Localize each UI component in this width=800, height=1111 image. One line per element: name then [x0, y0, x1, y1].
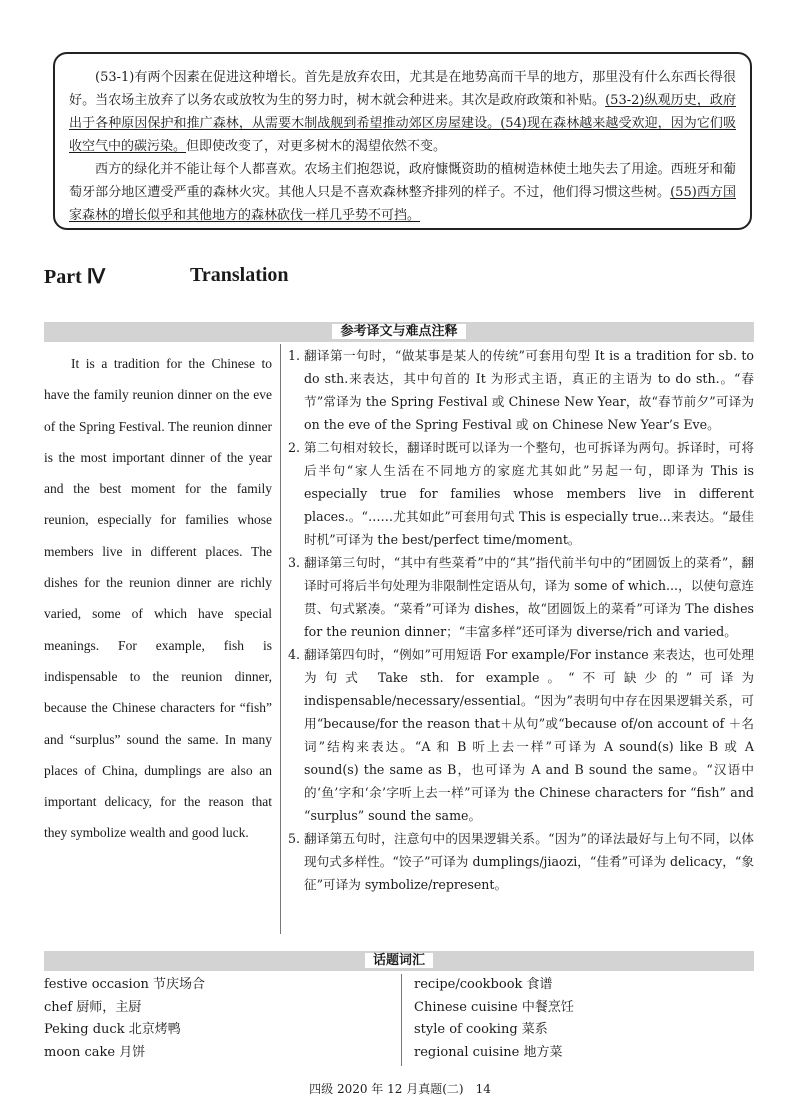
vocab-item: chef 厨师，主厨 [44, 999, 142, 1015]
note-item [288, 643, 754, 827]
note-number: 1. [288, 348, 301, 363]
note-item [288, 344, 754, 436]
part-heading [44, 264, 289, 289]
note-number: 2. [288, 440, 301, 455]
vocab-item: festive occasion 节庆场合 [44, 977, 206, 992]
translation-column [44, 348, 272, 849]
section-title: 参考译文与难点注释 [332, 324, 465, 339]
note-text: 翻译第四句时，“例如”可用短语 For example/For instance 来表达，也可处理为句式 Take sth. for example。“不可缺少的”可译为 indispensable/necessary/essential。“因为”表明句中存在因果逻辑关系，可用“because/for the reason that＋从句”或“because of/on account of ＋名词”结构来表达。“A 和 B 听上去一样”可译为 A sound(s) like B 或 A sound(s) the same as B，也可译为 A and B sound the same。“汉语中的‘鱼’字和‘余’字听上去一样”可译为 the Chinese characters for “fish” and “surplus” sound the same。 [304, 647, 754, 823]
answers-box [53, 52, 752, 230]
vocab-divider [401, 974, 402, 1066]
answer-55: (55)西方国家森林的增长似乎和其他地方的森林砍伐一样几乎势不可挡。 [69, 185, 736, 223]
vocab-item: Peking duck 北京烤鸭 [44, 1022, 181, 1037]
answers-text: 但即使改变了，对更多树木的渴望依然不变。 [186, 139, 447, 154]
column-divider [280, 344, 281, 934]
note-text: 翻译第三句时，“其中有些菜肴”中的“其”指代前半句中的“团圆饭上的菜肴”，翻译时可将后半句处理为非限制性定语从句，译为 some of which...，以使句意连贯、句式紧凑。“菜肴”可译为 dishes，故“团圆饭上的菜肴”可译为 The dishes for the reunion dinner；“丰富多样”还可译为 diverse/rich and varied。 [304, 555, 754, 639]
vocab-list-right [414, 974, 574, 1064]
page-footer: 四级 2020 年 12 月真题(二) 14 [309, 1082, 491, 1096]
note-number: 4. [288, 647, 301, 662]
note-item [288, 436, 754, 551]
note-item [288, 551, 754, 643]
vocab-item: style of cooking 菜系 [414, 1022, 548, 1037]
answers-paragraph-1 [69, 66, 736, 158]
vocab-list-left [44, 974, 205, 1064]
note-item [288, 827, 754, 896]
answers-paragraph-2 [69, 158, 736, 227]
note-number: 3. [288, 555, 301, 570]
notes-column [288, 344, 754, 896]
translation-text: It is a tradition for the Chinese to have the family reunion dinner on the eve of the Spring Festival. The reunion dinner is the most important dinner of the year and the best moment for the family reunion, especially for families whose members live in different places. The dishes for the reunion dinner are richly varied, some of which have special meanings. For example, fish is indispensable to the reunion dinner, because the Chinese characters for “fish” and “surplus” sound the same. In many places of China, dumplings are also an important delicacy, for the reason that they symbolize wealth and good luck. [44, 356, 272, 841]
note-text: 第二句相对较长，翻译时既可以译为一个整句，也可拆译为两句。拆译时，可将后半句“家人生活在不同地方的家庭尤其如此”另起一句，即译为 This is especially true for families whose members live in different places.。“……尤其如此”可套用句式 This is especially true...来表达。“最佳时机”可译为 the best/perfect time/moment。 [304, 440, 754, 547]
answer-53-1: (53-1)有两个因素在促进这种增长。首先是放弃农田，尤其是在地势高而干旱的地方，那里没有什么东西长得很好。当农场主放弃了以务农或放牧为生的努力时，树木就会种进来。其次是政府政策和补贴。 [69, 70, 736, 108]
note-text: 翻译第一句时，“做某事是某人的传统”可套用句型 It is a tradition for sb. to do sth.来表达，其中句首的 It 为形式主语，真正的主语为 to do sth.。“春节”常译为 the Spring Festival 或 Chinese New Year，故“春节前夕”可译为 on the eve of the Spring Festival 或 on Chinese New Year’s Eve。 [304, 348, 754, 432]
note-number: 5. [288, 831, 301, 846]
part-title: Translation [190, 264, 289, 286]
part-label: Part Ⅳ [44, 266, 106, 288]
answers-text: 西方的绿化并不能让每个人都喜欢。农场主们抱怨说，政府慷慨资助的植树造林使土地失去了用途。西班牙和葡萄牙部分地区遭受严重的森林火灾。其他人只是不喜欢森林整齐排列的样子。不过，他们得习惯这些树。 [69, 162, 736, 200]
section-bar-reference [44, 322, 754, 342]
answer-53-2: (53-2)纵观历史，政府出于各种原因保护和推广森林，从需要木制战舰到希望推动郊区房屋建设。 [69, 93, 736, 131]
vocab-item: Chinese cuisine 中餐烹饪 [414, 999, 574, 1015]
section-bar-vocabulary [44, 951, 754, 971]
section-title: 话题词汇 [365, 953, 433, 968]
note-text: 翻译第五句时，注意句中的因果逻辑关系。“因为”的译法最好与上句不同，以体现句式多样性。“饺子”可译为 dumplings/jiaozi，“佳肴”可译为 delicacy，“象征”可译为 symbolize/represent。 [304, 831, 754, 892]
vocab-item: recipe/cookbook 食谱 [414, 977, 553, 992]
vocab-item: regional cuisine 地方菜 [414, 1044, 563, 1060]
vocab-item: moon cake 月饼 [44, 1044, 146, 1060]
answer-54: (54)现在森林越来越受欢迎，因为它们吸收空气中的碳污染。 [69, 116, 736, 154]
